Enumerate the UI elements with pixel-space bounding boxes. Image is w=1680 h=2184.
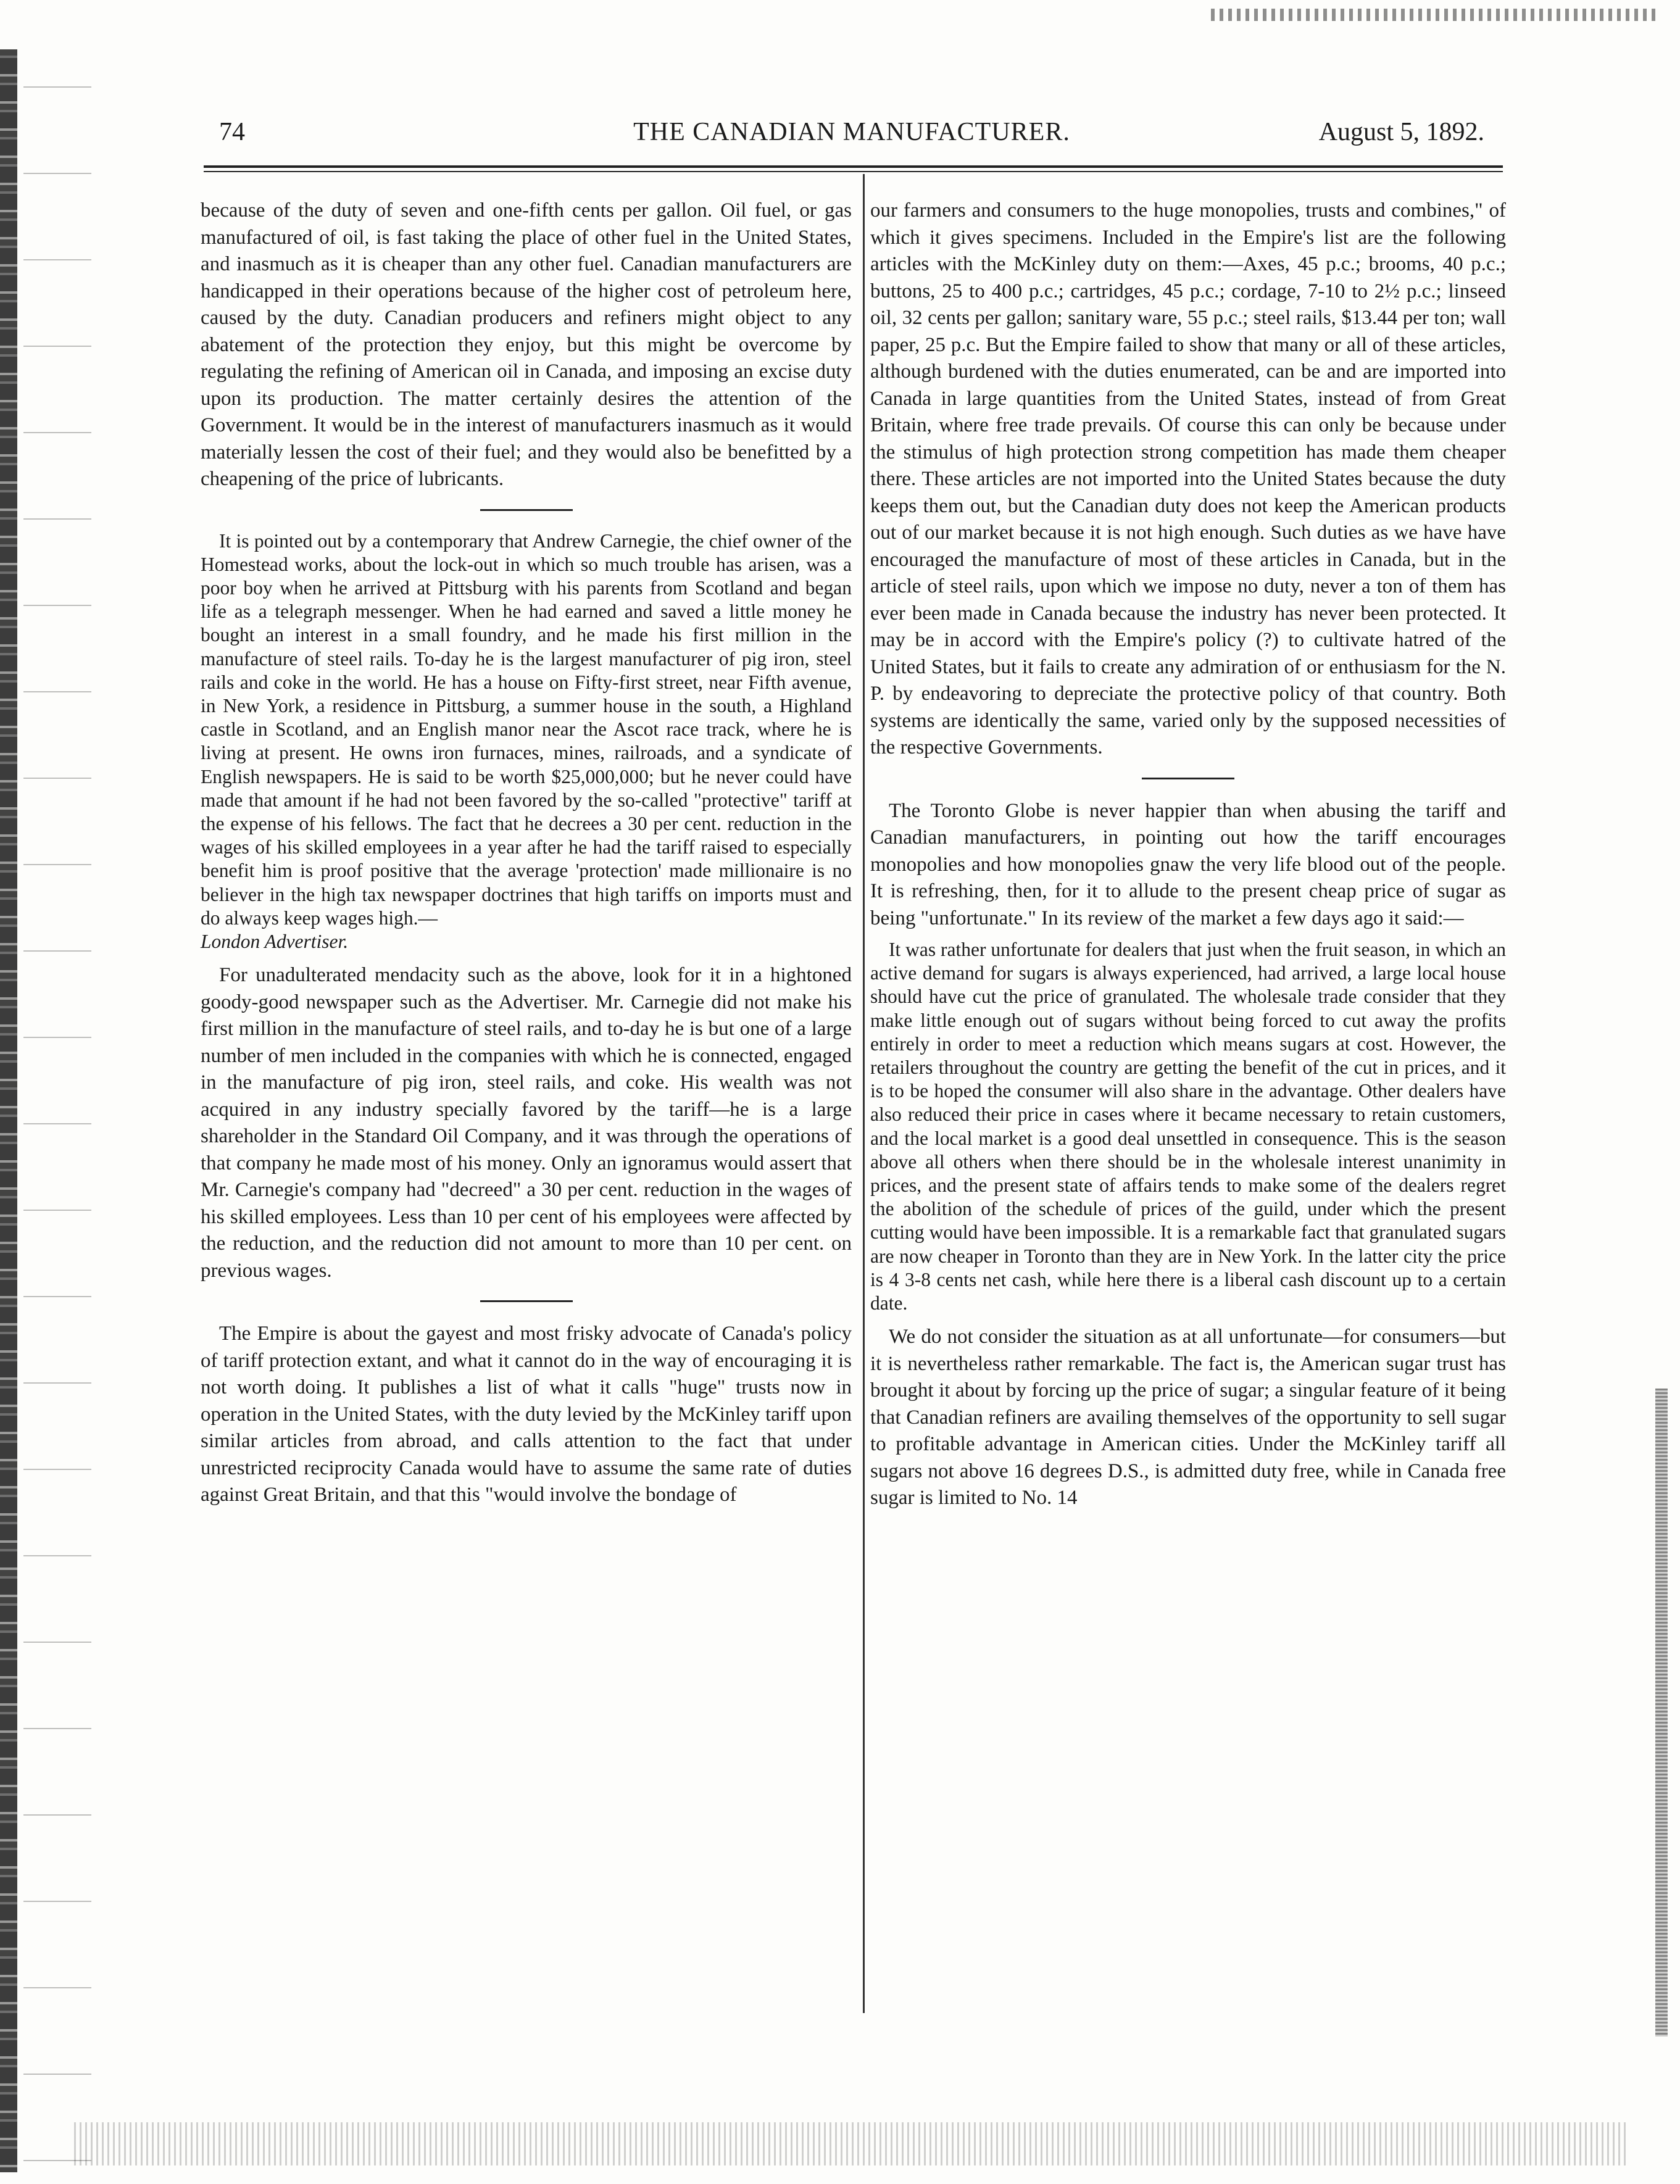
page-header — [219, 111, 1484, 160]
page-number: 74 — [219, 118, 245, 146]
article-empire-trusts: The Empire is about the gayest and most frisky advocate of Canada's policy of tariff protection extant, and what it cannot do in the way of encouraging it is not worth doing. It publishes a list of what it calls "huge" trusts now in operation in the United States, with the duty levied by the McKinley tariff upon similar articles from abroad, and calls attention to the fact that under unrestricted reciprocity Canada would have to assume the same rate of duties against Great Britain, and that this "would involve the bondage of — [201, 1322, 852, 1506]
scan-artifact-top — [1211, 9, 1655, 21]
left-column — [201, 197, 852, 1509]
article-empire-trusts-continued: our farmers and consumers to the huge monopolies, trusts and combines," of which it gives specimens. Included in the Empire's list are the following articles with the McKinley duty on them:—Axes, 45 p.c.; brooms, 40 p.c.; buttons, 25 to 400 p.c.; cartridges, 45 p.c.; cordage, 7-10 to 2½ p.c.; linseed oil, 32 cents per gallon; sanitary ware, 55 p.c.; steel rails, $13.44 per ton; wall paper, 25 p.c. But the Empire failed to show that many or all of these articles, although burdened with the duties enumerated, can be and are imported into Canada in large quantities from the United States, instead of from Great Britain, where free trade prevails. Of course this can only be because under the stimulus of high protection strong competition has made them cheaper there. These articles are not imported into the United States because the duty keeps them out, but the Canadian duty does not keep the American products out of our market because it is not high enough. Such duties as we have have encouraged the manufacture of most of these articles in Canada, but in the article of steel rails, upon which we impose no duty, never a ton of them has ever been made in Canada because the industry has never been protected. It may be in accord with the Empire's policy (?) to cultivate hatred of the United States, but it fails to create any admiration of or enthusiasm for the N. P. by endeavoring to depreciate the protective policy of that country. Both systems are identically the same, varied only by the supposed necessities of the respective Governments. — [870, 199, 1506, 758]
article-carnegie-quote: It is pointed out by a contemporary that Andrew Carnegie, the chief owner of the Homestead works, about the lock-out in which so much trouble has arisen, was a poor boy when he arrived at Pittsburg with his parents from Scotland and began life as a telegraph messenger. When he had earned and saved a little money he bought an interest in a small foundry, and he made his first million in the manufacture of steel rails. To-day he is the largest manufacturer of pig iron, steel rails and coke in the world. He has a house on Fifty-first street, near Fifth avenue, in New York, a residence in Pittsburg, a summer house in the south, a Highland castle in Scotland, and an English manor near the Ascot race track, where he is living at present. He owns iron furnaces, mines, railroads, and a syndicate of English newspapers. He is said to be worth $25,000,000; but he never could have made that amount if he had not been favored by the so-called "protective" tariff at the expense of his fellows. The fact that he decrees a 30 per cent. reduction in the wages of his skilled employees in a year after he had the tariff raised to especially benefit him is proof positive that the average 'protection' made millionaire is no believer in the high tax newspaper doctrines that high tariffs on imports must and do always keep wages high.— — [201, 529, 852, 929]
article-oil-duty-continued: because of the duty of seven and one-fifth cents per gallon. Oil fuel, or gas manufactured of oil, is fast taking the place of other fuel in the United States, and inasmuch as it is cheaper than any other fuel. Canadian manufacturers are handicapped in their operations because of the higher cost of petroleum here, caused by the duty. Canadian producers and refiners might object to any abatement of the protection they enjoy, but this might be overcome by regulating the refining of American oil in Canada, and imposing an excise duty upon its production. The matter certainly desires the attention of the Government. It would be in the interest of manufacturers inasmuch as it would materially lessen the cost of their fuel; and they would also be benefitted by a cheapening of the price of lubricants. — [201, 199, 852, 490]
issue-date: August 5, 1892. — [1318, 118, 1484, 146]
section-rule — [480, 509, 573, 511]
article-sugar-commentary: We do not consider the situation as at all unfortunate—for consumers—but it is nevertheless rather remarkable. The fact is, the American sugar trust has brought it about by forcing up the price of sugar; a singular feature of it being that Canadian refiners are availing themselves of the opportunity to sell sugar to profitable advantage in American cities. Under the McKinley tariff all sugars not above 16 degrees D.S., is admitted duty free, while in Canada free sugar is limited to No. 14 — [870, 1326, 1506, 1509]
quote-source: London Advertiser. — [201, 930, 349, 952]
right-column — [870, 197, 1506, 1512]
scan-artifact-left-edge — [0, 49, 17, 2172]
section-rule — [480, 1300, 573, 1302]
article-globe-sugar: The Toronto Globe is never happier than when abusing the tariff and Canadian manufacturers, in pointing out how the tariff encourages monopolies and how monopolies gnaw the very life blood out of the people. It is refreshing, then, for it to allude to the present cheap price of sugar as being "unfortunate." In its review of the market a few days ago it said:— — [870, 799, 1506, 929]
article-carnegie-reply: For unadulterated mendacity such as the above, look for it in a hightoned goody-good newspaper such as the Advertiser. Mr. Carnegie did not make his first million in the manufacture of steel rails, and to-day he is but one of a large number of men included in the companies with which he is connected, engaged in the manufacture of pig iron, steel rails, and coke. His wealth was not acquired in any industry specially favored by the tariff—he is a large shareholder in the Standard Oil Company, and it was through the operations of that company he made most of his money. Only an ignoramus would assert that Mr. Carnegie's company had "decreed" a 30 per cent. reduction in the wages of his skilled employees. Less than 10 per cent of his employees were affected by the reduction, and the reduction did not amount to more than 10 per cent. on previous wages. — [201, 964, 852, 1282]
header-rule — [204, 165, 1503, 172]
globe-market-quote: It was rather unfortunate for dealers that just when the fruit season, in which an active demand for sugars is always experienced, had arrived, a large local house should have cut the price of granulated. The wholesale trade consider that they make little enough out of sugars without being forced to cut away the profits entirely in order to meet a reduction which means sugars at cost. However, the retailers throughout the country are getting the benefit of the cut in prices, and it is to be hoped the consumer will also share in the advantage. Other dealers have also reduced their price in cases where it became necessary to retain customers, and the local market is a good deal unsettled in consequence. This is the season above all others when there should be in the wholesale interest unanimity in prices, and the present state of affairs tends to make some of the dealers regret the abolition of the schedule of prices of the guild, under which the present cutting would have been impossible. It is a remarkable fact that granulated sugars are now cheaper in Toronto than they are in New York. In the latter city the price is 4 3-8 cents net cash, while here there is a liberal cash discount up to a certain date. — [870, 939, 1506, 1314]
section-rule — [1142, 778, 1234, 779]
scan-artifact-right-edge — [1655, 1389, 1668, 2037]
scan-artifact-bottom — [74, 2122, 1629, 2165]
masthead-title: THE CANADIAN MANUFACTURER. — [633, 118, 1070, 146]
scan-artifact-left-bleed — [23, 49, 91, 2172]
column-divider — [863, 174, 865, 2013]
